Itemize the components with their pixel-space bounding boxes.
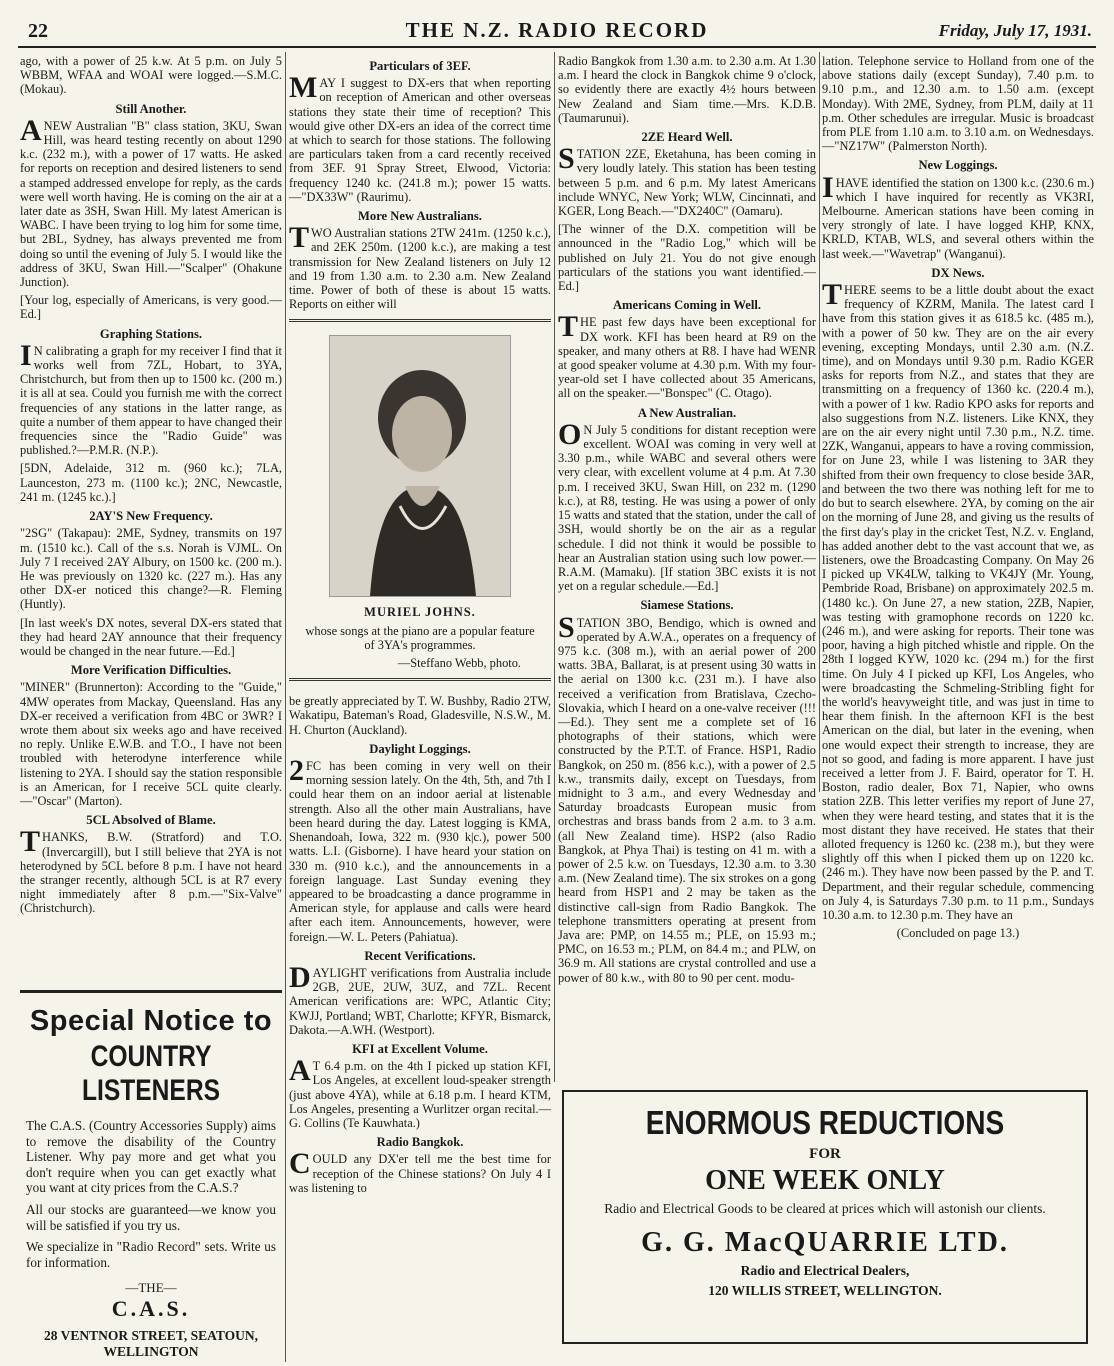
paragraph: 2FC has been coming in very well on their morning session lately. On the 4th, 5th, and 7th I could hear them on an indoor aerial at listenable strength. Also all the other main Australians, have been heard during the day. Latest logging is KMA, Shenandoah, Iowa, 322 m. (930 k|c.), power 500 watts. L.I. (Gisborne). I have heard your station on 330 m. (910 k.c.), and the announcements in a foreign language. Last Sunday evening they appeared to be broadcasting a dance programme in American style, for applause and calls were heard after each item. Announcements, however, were foreign.—W. L. Peters (Pahiatua).: [289, 754, 551, 944]
paragraph: "MINER" (Brunnerton): According to the "Guide," 4MW operates from Mackay, Queensland. Has any DX-er received a verification from 4BC or 3WR? I wrote them about six weeks ago and have received no reply. Unlike E.W.B. and T.O., I have not been troubled with heterodyne interference while listening to 2YA. I should say the station responsible is an American, for I receive 5CL quite clearly.—"Oscar" (Marton).: [20, 680, 282, 808]
column-4: [822, 54, 1094, 941]
section-heading: Siamese Stations.: [640, 598, 734, 613]
macquarrie-advertisement: [562, 1090, 1088, 1344]
paragraph: MAY I suggest to DX-ers that when reporting on reception of American and other overseas stations they state their time of reception? This would give other DX-ers an idea of the correct time at which to search for those stations. The following are particulars taken from a card recently received from 3EF. 91 Spray Street, Elwood, Victoria: frequency 1240 kc. (241.8 m.); power 15 watts.—"DX33W" (Raurimu).: [289, 71, 551, 204]
portrait-image: [330, 336, 510, 596]
section-heading: 2ZE Heard Well.: [641, 130, 733, 145]
issue-date: Friday, July 17, 1931.: [938, 21, 1092, 40]
ad-company-name: C.A.S.: [111, 1296, 191, 1322]
photo-caption: whose songs at the piano are a popular feature of 3YA's programmes.: [305, 623, 535, 652]
column-2: [289, 54, 551, 1354]
newspaper-title: THE N.Z. RADIO RECORD: [405, 18, 709, 42]
section-heading: DX News.: [931, 265, 985, 280]
editor-note: [In last week's DX notes, several DX-ers stated that they had heard 2AY announce that their frequency would be changed in the near future.—Ed.]: [20, 615, 282, 658]
section-heading: Graphing Stations.: [99, 326, 203, 341]
section-heading: KFI at Excellent Volume.: [352, 1041, 488, 1056]
section-heading: 2AY'S New Frequency.: [89, 509, 213, 524]
paragraph: COULD any DX'er tell me the best time for reception of the Chinese stations? On July 4 I was listening to: [289, 1147, 551, 1195]
paragraph: ago, with a power of 25 k.w. At 5 p.m. on July 5 WBBM, WFAA and WOAI were logged.—S.M.C. (Mokau).: [20, 54, 282, 97]
ad-the: —THE—: [125, 1280, 177, 1296]
paragraph: THE past few days have been exceptional for DX work. KFI has been heard at R9 on the speaker, and many others at R8. I have had WENR at good speaker volume at 4.30 p.m. With my four-year-old set I have collected about 35 Americans, all on the speaker.—"Bonspec" (C. Otago).: [558, 310, 816, 401]
divider: [289, 678, 551, 686]
section-heading: More New Australians.: [358, 209, 482, 224]
cas-advertisement: [20, 990, 282, 1363]
paragraph: ANEW Australian "B" class station, 3KU, Swan Hill, was heard testing recently on about 1290 k.c. (232 m.), with a power of 17 watts. He asked for reports on reception and desired listeners to send a stamped addressed envelope for reply, as the cards were well worth having. He is coming on the air at a later date as 3SH, Swan Hill. My latest American is WABC. I have been trying to log him for some time, but 2BL, Sydney, has always prevented me from doing so until the evening of July 5. I would like the address of 3KU, Swan Hill.—"Scalper" (Ohakune Junction).: [20, 113, 282, 290]
ad-body: We specialize in "Radio Record" sets. Write us for information.: [26, 1239, 276, 1270]
section-heading: New Loggings.: [918, 158, 998, 173]
editor-note: [The winner of the D.X. competition will be announced in the "Radio Log," which will be published on July 21. You do not give enough particulars of the stations you want identified.—Ed.]: [558, 222, 816, 294]
ad-address: 120 WILLIS STREET, WELLINGTON.: [708, 1283, 942, 1298]
ad-heading: Special Notice to: [29, 1005, 273, 1037]
paragraph: AT 6.4 p.m. on the 4th I picked up station KFI, Los Angeles, at excellent loud-speaker strength (just above 4YA), while at 6.18 p.m. I heard KTM, Los Angeles, presenting a Wurlitzer organ recital.—G. Collins (Te Kauwhata.): [289, 1054, 551, 1130]
column-3: [558, 54, 816, 985]
paragraph: DAYLIGHT verifications from Australia include 2GB, 2UE, 2UW, 3UZ, and 7ZL. Recent American verifications are: WPC, Atlantic City; KWJJ, Portland; WBT, Charlotte; KFYR, Bismarck, Dakota.—A.WH. (Westport).: [289, 960, 551, 1037]
photo-caption-name: MURIEL JOHNS.: [364, 605, 476, 620]
ad-dealers: Radio and Electrical Dealers,: [740, 1263, 910, 1278]
paragraph: Radio Bangkok from 1.30 a.m. to 2.30 a.m. At 1.30 a.m. I heard the clock in Bangkok chime 9 o'clock, so evidently there are exactly 4½ hours between New Zealand and Siam time.—Mrs. K.D.B. (Taumarunui).: [558, 54, 816, 125]
paragraph: TWO Australian stations 2TW 241m. (1250 k.c.), and 2EK 250m. (1200 k.c.), are making a test transmission for New Zealand listeners on July 12 and 19 from 1.30 a.m. to 2.30 a.m. New Zealand time. Power of both of these is about 15 watts. Reports on either will: [289, 221, 551, 312]
continuation-note: (Concluded on page 13.): [896, 926, 1020, 941]
section-heading: 5CL Absolved of Blame.: [86, 813, 216, 828]
column-rule: [819, 52, 820, 792]
paragraph: "2SG" (Takapau): 2ME, Sydney, transmits on 197 m. (1510 kc.). Call of the s.s. Norah is VJML. On July 7 I received 2AY Albury, on 1500 kc. (200 m.). He was previously on 1320 kc. (227 m.). Has any other DX-er noticed this change?—R. Fleming (Huntly).: [20, 526, 282, 612]
paragraph: STATION 2ZE, Eketahuna, has been coming in very loudly lately. This station has been testing between 5 p.m. and 6 p.m. My latest Americans include WNYC, New York; WLW, Cincinnati, and KGER, Long Beach.—"DX240C" (Oamaru).: [558, 142, 816, 219]
masthead: [18, 16, 1096, 48]
ad-address: 28 VENTNOR STREET, SEATOUN, WELLINGTON: [44, 1328, 258, 1360]
ad-period: ONE WEEK ONLY: [705, 1165, 945, 1196]
divider: [289, 319, 551, 327]
column-rule: [554, 52, 555, 1082]
paragraph: STATION 3BO, Bendigo, which is owned and operated by A.W.A., operates on a frequency of 975 k.c. (308 m.), with an aerial power of 200 watts. 3BA, Ballarat, is at present using 30 watts in the aerial on 1300 k.c. (231 m.). I have also received a verification from Bratislava, Czecho-Slovakia, which I heard on a one-valve receiver (!!!—Ed.). They sent me a complete set of 16 photographs of their stations, which were constructed by the P.T.T. of France. HSP1, Radio Bangkok, on 250 m. (856 k.c.), with a power of 2.5 k.w., transmits daily, except on Tuesdays, from midnight to 3 a.m., and every Wednesday and Saturday broadcasts European music from orchestras and brass bands from 2 a.m. to 3 a.m. (all New Zealand time). HSP2 (also Radio Bangkok, at Phya Thai) is testing on 41 m. with a power of 2.5 k.w. on Tuesdays, 12.30 a.m. to 3.30 a.m. (New Zealand time). The six strokes on a gong heard from HSP1 and 2 may be taken as the distinctive call-sign from Radio Bangkok. The telephone transmitters operating at present from Java are: PMP, on 14.55 m.; PLE, on 15.93 m.; PMC, on 16.53 m.; PLM, on 84.4 m.; and PLW, on 36.9 m. All stations are crystal controlled and use a power of 80 k.w., with 80 to 90 per cent. modu-: [558, 610, 816, 985]
column-rule: [285, 52, 286, 1362]
paragraph: THERE seems to be a little doubt about the exact frequency of KZRM, Manila. The latest card I have from this station gives it as 618.5 kc. (485 m.), with a power of 50 kw. They are on the air every evening, excepting Mondays, until 2.30 a.m. (N.Z. time), and on Mondays until 9.30 p.m. Radio KGER asks for reports from N.Z., and states that they are transmitting on a frequency of 1360 kc. (220.4 m.), with a power of 1 kw. Radio KPO asks for reports and also suggestions from N.Z. listeners. Like KNX, they are on the air every night until 7.30 p.m., N.Z. time. 2ZK, Wanganui, appears to have a roving commission, for on June 23, while I was listening to 3AR they shifted from their own frequency to close beside 3AR, and between the two there was nothing left for me to do but to search elsewhere. 2YA, by coming on the air on the morning of June 28, and giving us the results of the first day's play in the cricket Test, N.Z. v. England, has added another debt to the vast account that we, as listeners, owe the Broadcasting Company. On May 26 I picked up VK4LW, talking to VK4JY (Mr. Young, Pembride Road, Brisbane) on approximately 202.5 m. (1480 kc.). On June 27, a new station, 2ZB, Napier, was testing with gramophone records on 1220 kc. (246 m.), and were asking for reports. Their tone was poor, having a high pitched whistle and ripple. On the 28th I logged KYW, 1020 kc. (294 m.) for the first time. On July 4 I picked up KFI, Los Angeles, who were broadcasting the Schmeling-Stribling fight for the world's heavyweight title, and was just in time to hear them finish. In the afternoon KFI is the best American on the dial, but later in the evening, when one would expect their strength to increase, they are not so good, and fading is more apparent. I have just received a letter from J. F. Baird, operator for T. H. Boston, radio dealer, Box 71, Napier, who owns station 2ZB. This letter verifies my report of June 27, when they were heard testing, and states that it is the most distant they have received. He states that their alloted frequency is 1260 kc. (238 m.), but they were slightly off this when I picked them up on 1220 kc. (246 m.). They have now been passed by the P. and T. Department, and their regular schedule, commencing on July 4, is Saturdays 7.30 p.m. to 11 p.m., Sundays 10.30 a.m. to 12.30 p.m. They have an: [822, 278, 1094, 922]
paragraph: lation. Telephone service to Holland from one of the above stations daily (except Sunday), 7.40 p.m. to 9.10 p.m., and 12.30 a.m. to 1.50 a.m. (except Monday). With 2ME, Sydney, from PLM, daily at 11 p.m. Other schedules are irregular. Music is broadcast from PLE from 1.10 a.m. to 3.10 a.m. on Wednesdays.—"NZ17W" (Palmerston North).: [822, 54, 1094, 154]
ad-body: All our stocks are guaranteed—we know you will be satisfied if you try us.: [26, 1201, 276, 1233]
ad-firm-name: G. G. MacQUARRIE LTD.: [641, 1227, 1009, 1258]
section-heading: Americans Coming in Well.: [612, 298, 762, 313]
editor-note: [5DN, Adelaide, 312 m. (960 kc.); 7LA, Launceston, 273 m. (1100 kc.); 2NC, Newcastle, 241 m. (1245 kc.).]: [20, 461, 282, 504]
section-heading: Recent Verifications.: [364, 948, 476, 963]
page-number: 22: [28, 20, 48, 42]
paragraph: IHAVE identified the station on 1300 k.c. (230.6 m.) which I have inquired for recently as VK3RI, Melbourne. American stations have been coming in very strongly of late. I have logged KHP, KNX, KRLD, KTAB, WLS, and several others within the last week.—"Wavetrap" (Wanganui).: [822, 170, 1094, 261]
ad-body: The C.A.S. (Country Accessories Supply) aims to remove the disability of the Country Listener. Why pay more and get what you don't require when you can get exactly what you want at city prices from the C.A.S.?: [26, 1118, 276, 1196]
section-heading: Particulars of 3EF.: [369, 59, 471, 73]
paragraph: ON July 5 conditions for distant reception were excellent. WOAI was coming in very well at 3.30 p.m., while WABC and several others were very clear, with excellent volume at 4 p.m. At 7.30 p.m. I received 3KU, Swan Hill, on 232 m. (1290 k.c.), at R8, testing. He was using a power of only 15 watts and stated that the station, under the call of 3SH, would shortly be on the air as a regular schedule. I did not think it would be possible to hear an Australian station using such low power.—R.A.M. (Mamaku). [If station 3BC exists it is not yet on a regular schedule.—Ed.]: [558, 417, 816, 594]
section-heading: Still Another.: [115, 101, 187, 116]
column-1: [20, 54, 282, 984]
portrait-photo: [329, 335, 511, 597]
section-heading: A New Australian.: [637, 405, 737, 420]
ad-headline: ENORMOUS REDUCTIONS: [645, 1104, 1005, 1141]
section-heading: Radio Bangkok.: [376, 1135, 464, 1150]
ad-heading: COUNTRY LISTENERS: [81, 1040, 221, 1107]
paragraph: THANKS, B.W. (Stratford) and T.O. (Invercargill), but I still believe that 2YA is not heterodyned by 5CL before 8 p.m. I have not heard the stranger recently, although 5CL is at R7 every night immediately after 8 p.m.—"Six-Valve" (Christchurch).: [20, 825, 282, 916]
editor-note: [Your log, especially of Americans, is very good.—Ed.]: [20, 293, 282, 322]
ad-for: FOR: [809, 1146, 841, 1162]
photo-credit: —Steffano Webb, photo.: [397, 656, 521, 671]
paragraph: IN calibrating a graph for my receiver I find that it works well from 7ZL, Hobart, to 3YA, Christchurch, but from then up to 1500 kc. (200 m.) it is all at sea. Could you furnish me with the correct frequencies of any stations in the latter range, as quite a number of them appear to have changed their frequencies since the "Radio Guide" was published.?—P.M.R. (N.P.).: [20, 338, 282, 458]
ad-subtext: Radio and Electrical Goods to be cleared at prices which will astonish our clients.: [604, 1201, 1046, 1216]
section-heading: Daylight Loggings.: [369, 741, 471, 756]
paragraph: be greatly appreciated by T. W. Bushby, Radio 2TW, Wakatipu, Bateman's Road, Gladesville, N.S.W., M. H. Churton (Auckland).: [289, 694, 551, 737]
section-heading: More Verification Difficulties.: [70, 663, 232, 678]
